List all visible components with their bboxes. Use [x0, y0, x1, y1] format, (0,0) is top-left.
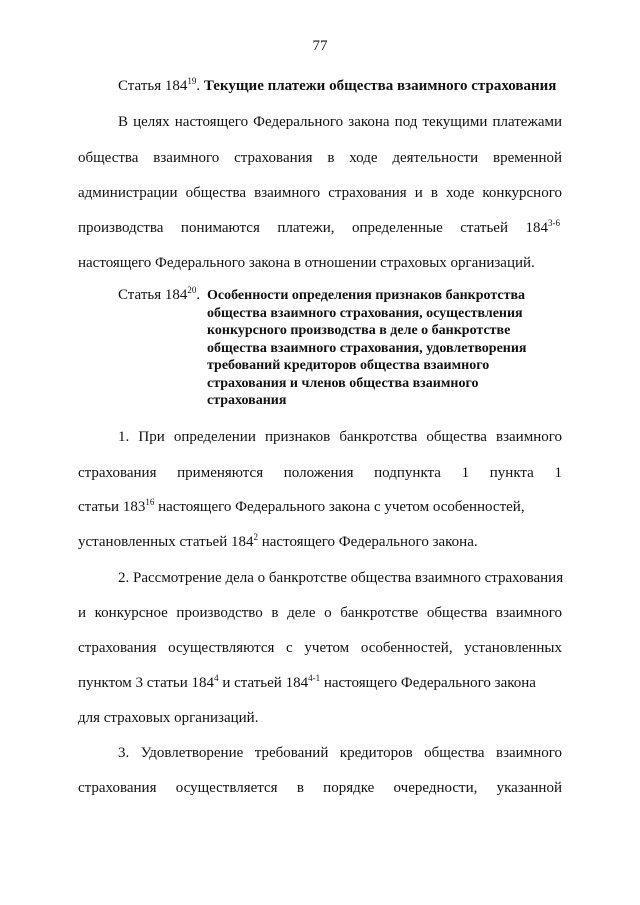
reference-sup: 16 [145, 497, 155, 507]
title-line: Особенности определения признаков банкротства [207, 288, 526, 303]
article-dot: . [196, 78, 201, 94]
paragraph-line: настоящего Федерального закона в отношении страховых организаций. [78, 255, 535, 271]
paragraph-line: страхования осуществляются с учетом особенностей, установленных [78, 640, 562, 656]
article-sup: 19 [187, 76, 197, 86]
title-line: требований кредиторов общества взаимного [207, 358, 490, 373]
paragraph-line: 1. При определении признаков банкротства общества взаимного [118, 429, 562, 445]
title-line: страхования [207, 393, 287, 408]
article-label: Статья 184 [118, 78, 188, 94]
title-line: страхования и членов общества взаимного [207, 375, 479, 391]
paragraph-text: статьи 183 [78, 499, 146, 515]
reference-sup: 4 [214, 673, 219, 683]
title-line: конкурсного производства в деле о банкротстве [207, 323, 511, 338]
article-dot: . [196, 287, 201, 303]
paragraph-line: для страховых организаций. [78, 710, 259, 726]
reference-sup: 3-6 [548, 218, 560, 228]
page-number: 77 [312, 38, 328, 54]
title-line: общества взаимного страхования, удовлетворения [207, 340, 527, 356]
paragraph-line: 3. Удовлетворение требований кредиторов общества взаимного [118, 745, 562, 761]
paragraph-line-with-ref [78, 219, 562, 237]
reference-sup: 2 [253, 532, 258, 542]
reference-sup: 4-1 [308, 673, 321, 683]
article-184-20-label [118, 287, 200, 304]
paragraph-line: 2. Рассмотрение дела о банкротстве общества взаимного страхования [118, 570, 564, 586]
title-line: общества взаимного страхования, осуществления [207, 305, 523, 321]
paragraph-line-with-ref [78, 674, 562, 692]
paragraph-text: настоящего Федерального закона [320, 675, 536, 691]
paragraph-line: В целях настоящего Федерального закона под текущими платежами [118, 114, 562, 130]
paragraph-text: настоящего Федерального закона с учетом особенностей, [154, 499, 525, 515]
paragraph-line: страхования применяются положения подпункта 1 пункта 1 [78, 465, 562, 481]
paragraph-line: и конкурсное производство в деле о банкротстве общества взаимного [78, 605, 562, 621]
paragraph-text: пунктом 3 статьи 184 [78, 675, 215, 691]
paragraph-text: установленных статьей 184 [78, 534, 254, 550]
article-184-20-title [207, 287, 567, 410]
paragraph-text: и статьей 184 [218, 675, 309, 691]
paragraph-line: администрации общества взаимного страхования и в ходе конкурсного [78, 185, 562, 201]
article-label: Статья 184 [118, 287, 188, 303]
paragraph-text: настоящего Федерального закона. [258, 534, 478, 550]
article-184-19-heading [118, 77, 602, 95]
paragraph-line-with-ref [78, 533, 562, 551]
paragraph-text: производства понимаются платежи, определенные статьей 184 [78, 220, 548, 236]
paragraph-line-with-ref [78, 498, 562, 516]
article-sup: 20 [187, 285, 197, 295]
paragraph-line: общества взаимного страхования в ходе деятельности временной [78, 150, 562, 166]
article-title: Текущие платежи общества взаимного страхования [203, 78, 557, 94]
paragraph-line: страхования осуществляется в порядке очередности, указанной [78, 780, 562, 796]
